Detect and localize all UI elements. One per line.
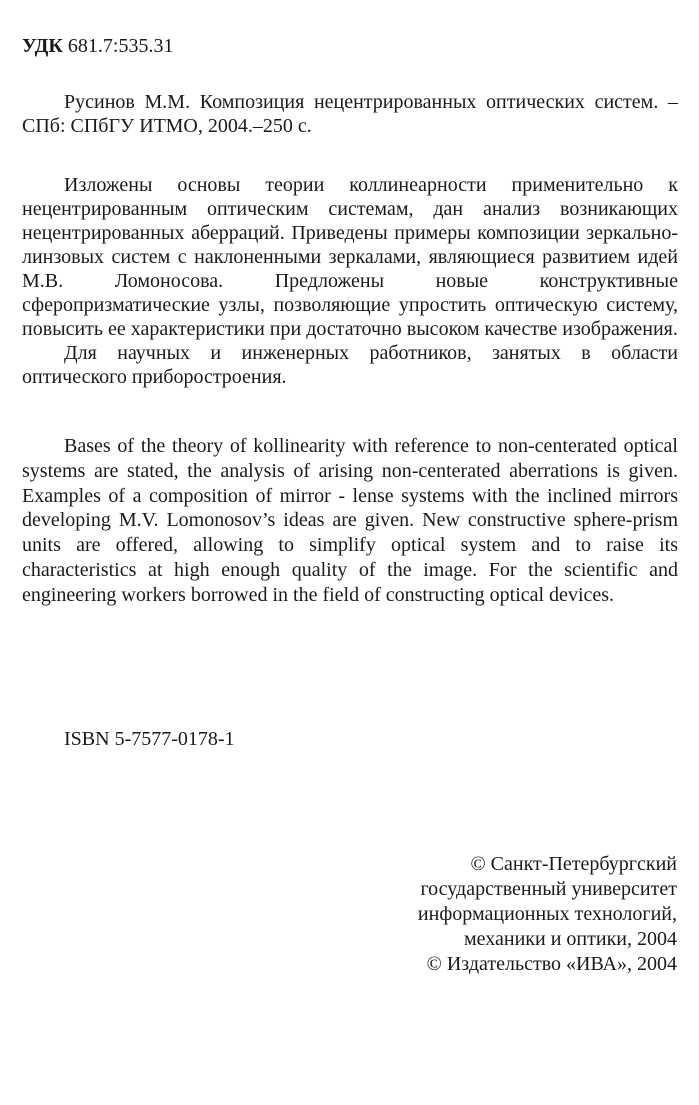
- copyright-line-5: © Издательство «ИВА», 2004: [426, 953, 677, 975]
- abstract-ru-paragraph-1: Изложены основы теории коллинеарности применительно к нецентрированным оптическим системам, дан анализ возникающих нецентрированных аберраций. Приведены примеры композиции зеркально-линзовых систем с наклоненными зеркалами, являющиеся развитием идей М.В. Ломоносова. Предложены новые конструктивные сферопризматические узлы, позволяющие упростить оптическую систему, повысить ее характеристики при достаточно высоком качестве изображения.: [22, 174, 678, 340]
- udk-code: 681.7:535.31: [67, 35, 174, 57]
- abstract-english: [22, 434, 678, 608]
- bibliographic-citation: [22, 90, 678, 138]
- copyright-block: [418, 852, 677, 977]
- citation-text: Русинов М.М. Композиция нецентрированных оптических систем. – СПб: СПбГУ ИТМО, 2004.–250 с.: [22, 91, 678, 137]
- udk-label: УДК: [22, 35, 63, 57]
- udk-classification: [22, 34, 173, 58]
- copyright-line-1: © Санкт-Петербургский: [470, 853, 677, 875]
- isbn-number: ISBN 5-7577-0178-1: [64, 728, 235, 750]
- copyright-line-2: государственный университет: [420, 878, 677, 900]
- copyright-line-4: механики и оптики, 2004: [464, 928, 677, 950]
- abstract-ru-paragraph-2: Для научных и инженерных работников, занятых в области оптического приборостроения.: [22, 342, 678, 388]
- abstract-en-paragraph: Bases of the theory of kollinearity with reference to non-centerated optical systems are stated, the analysis of arising non-centerated aberrations is given. Examples of a composition of mirror - lense systems with the inclined mirrors developing M.V. Lomonosov’s ideas are given. New constructive sphere-prism units are offered, allowing to simplify optical system and to raise its characteristics at high enough quality of the image. For the scientific and engineering workers borrowed in the field of constructing optical devices.: [22, 435, 678, 606]
- abstract-russian: [22, 173, 678, 389]
- copyright-line-3: информационных технологий,: [417, 903, 677, 925]
